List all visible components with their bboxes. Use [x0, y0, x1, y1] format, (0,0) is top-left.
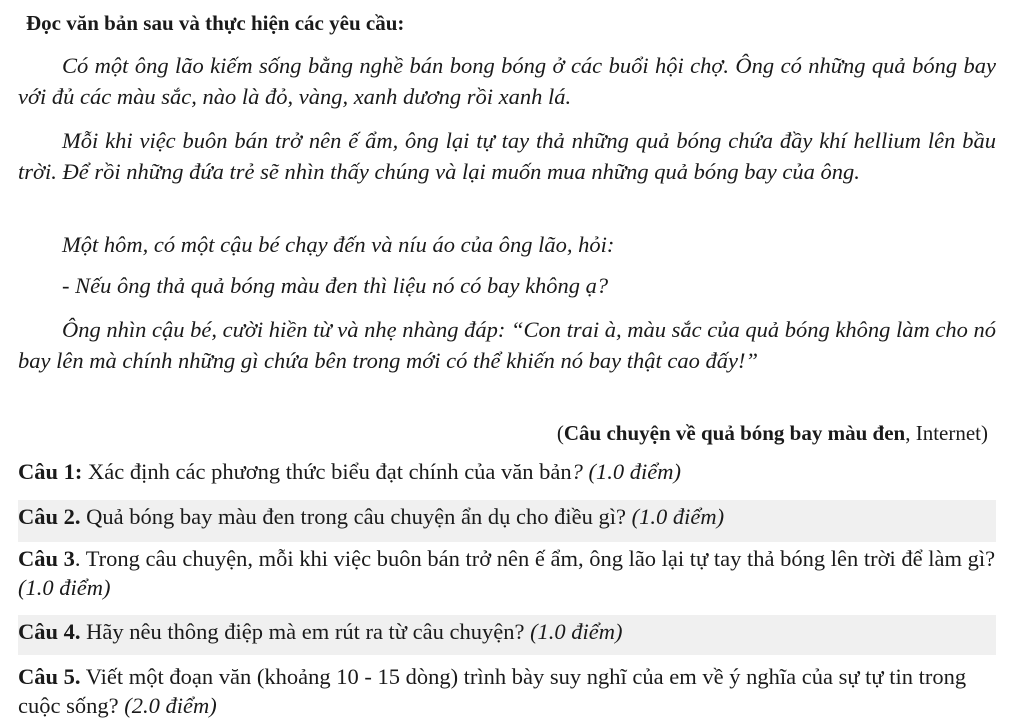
instruction-heading: Đọc văn bản sau và thực hiện các yêu cầu:: [26, 11, 405, 35]
story-paragraph-2: Mỗi khi việc buôn bán trở nên ế ẩm, ông lại tự tay thả những quả bóng chứa đầy khí hellium lên bầu trời. Để rồi những đứa trẻ sẽ nhìn thấy chúng và lại muốn mua những quả bóng bay của ông.: [18, 128, 996, 184]
question-4-text: Hãy nêu thông điệp mà em rút ra từ câu chuyện?: [80, 619, 531, 644]
source-citation: [557, 418, 988, 448]
story-paragraph-3: Một hôm, có một cậu bé chạy đến và níu áo của ông lão, hỏi:: [62, 232, 615, 257]
question-4-label: Câu 4.: [18, 619, 81, 644]
question-2: [18, 500, 996, 542]
question-3-text: . Trong câu chuyện, mỗi khi việc buôn bán trở nên ế ẩm, ông lão lại tự tay thả bóng lên trời để làm gì?: [74, 546, 996, 571]
question-5-text: Viết một đoạn văn (khoảng 10 - 15 dòng) trình bày suy nghĩ của em về ý nghĩa của sự tự tin trong cuộc sống?: [18, 664, 967, 718]
question-5-label: Câu 5.: [18, 664, 81, 689]
question-1-label: Câu 1:: [18, 459, 83, 484]
question-4-score: (1.0 điểm): [530, 619, 623, 644]
story-paragraph-5: Ông nhìn cậu bé, cười hiền từ và nhẹ nhàng đáp: “Con trai à, màu sắc của quả bóng không làm cho nó bay lên mà chính những gì chứa bên trong mới có thể khiến nó bay thật cao đấy!”: [18, 317, 996, 373]
source-rest: , Internet): [905, 421, 988, 445]
story-paragraph-4: - Nếu ông thả quả bóng màu đen thì liệu nó có bay không ạ?: [62, 273, 609, 298]
question-2-score: (1.0 điểm): [631, 504, 725, 529]
question-4: [18, 615, 996, 655]
question-2-text: Quả bóng bay màu đen trong câu chuyện ẩn dụ cho điều gì?: [80, 504, 632, 529]
question-5-score: (2.0 điểm): [124, 693, 217, 718]
source-open: (: [556, 421, 564, 445]
question-1-score: ? (1.0 điểm): [571, 459, 681, 484]
question-5: [18, 660, 996, 722]
question-1-text: Xác định các phương thức biểu đạt chính của văn bản: [82, 459, 572, 484]
question-3: [18, 542, 996, 604]
question-1: [18, 455, 996, 488]
source-title: Câu chuyện về quả bóng bay màu đen: [563, 421, 906, 445]
question-2-label: Câu 2.: [18, 504, 81, 529]
question-3-label: Câu 3: [18, 546, 75, 571]
story-paragraph-1: Có một ông lão kiếm sống bằng nghề bán bong bóng ở các buổi hội chợ. Ông có những quả bóng bay với đủ các màu sắc, nào là đỏ, vàng, xanh dương rồi xanh lá.: [18, 53, 996, 109]
question-3-score: (1.0 điểm): [18, 575, 111, 600]
